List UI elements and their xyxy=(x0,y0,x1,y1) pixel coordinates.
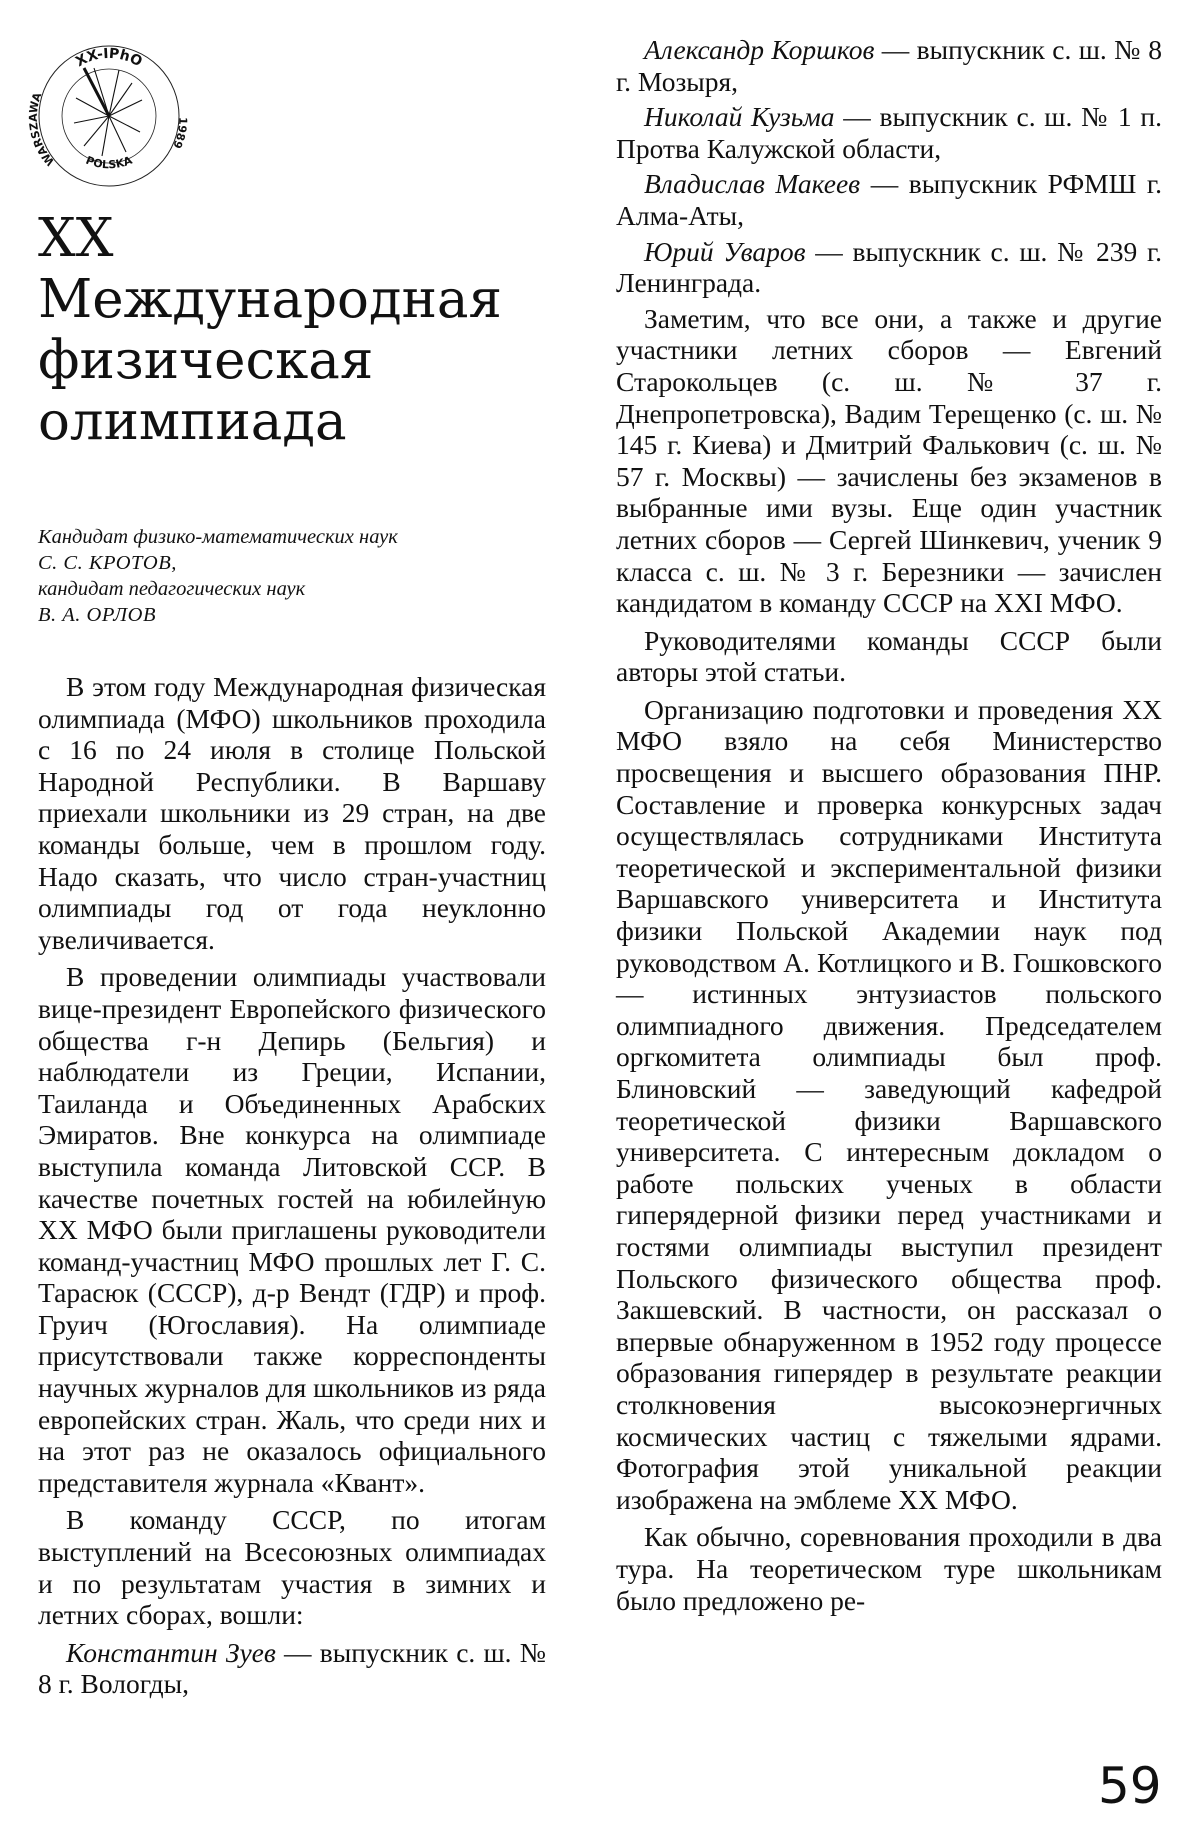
paragraph: В этом году Международная физическая олимпиада (МФО) школьников проходила с 16 по 24 июля в столице Польской Народной Республики. В Варшаву приехали школьники из 29 стран, на две команды больше, чем в прошлом году. Надо сказать, что число стран-участниц олимпиады год от года неуклонно увеличивается. xyxy=(38,671,546,955)
paragraph: В проведении олимпиады участвовали вице-президент Европейского физического общества г-н Депирь (Бельгия) и наблюдатели из Греции, Испании, Таиланда и Объединенных Арабских Эмиратов. Вне конкурса на олимпиаде выступила команда Литовской ССР. В качестве почетных гостей на юбилейную XX МФО были приглашены руководители команд-участниц МФО прошлых лет Г. С. Тарасюк (СССР), д-р Вендт (ГДР) и проф. Груич (Югославия). На олимпиаде присутствовали также корреспонденты научных журналов для школьников из ряда европейских стран. Жаль, что среди них и на этот раз не оказалось официального представителя журнала «Квант». xyxy=(38,961,547,1498)
paragraph: Организацию подготовки и проведения XX МФО взяло на себя Министерство просвещения и высшего образования ПНР. Составление и проверка конкурсных задач осуществлялась сотрудниками Института теоретической и экспериментальной физики Варшавского университета и Института физики Польской Академии наук под руководством А. Котлицкого и В. Гошковского — истинных энтузиастов польского олимпиадного движения. Председателем оргкомитета олимпиады был проф. Блиновский — заведующий кафедрой теоретической физики Варшавского университета. С интересным докладом о работе польских ученых в области гиперядерной физики перед участниками и гостями олимпиады выступил президент Польского физического общества проф. Закшевский. В частности, он рассказал о впервые обнаруженном в 1952 году процессе образования гиперядер в результате реакции столкновения высокоэнергичных космических частиц с тяжелыми ядрами. Фотография этой уникальной реакции изображена на эмблеме XX МФО. xyxy=(616,693,1162,1515)
emblem-ring-left: WARSZAWA xyxy=(26,91,58,169)
member-name: Николай Кузьма xyxy=(644,101,835,133)
team-member-entry xyxy=(616,34,1162,97)
author1-title: Кандидат физико-математических наук xyxy=(38,526,398,548)
member-detail: — выпускник с. ш. № 8 г. Мозыря, xyxy=(616,34,1162,97)
article-title xyxy=(38,208,558,452)
member-detail: — выпускник с. ш. № 1 п. Протва Калужской области, xyxy=(616,101,1162,164)
paragraph: В команду СССР, по итогам выступлений на Всесоюзных олимпиадах и по результатам участия в зимних и летних сборах, вошли: xyxy=(38,1504,546,1631)
emblem-ring-right: 1989 xyxy=(170,116,190,151)
svg-text:XX-IPhO xyxy=(73,46,144,70)
emblem-ring-bottom: POLSKA xyxy=(83,153,135,172)
member-name: Юрий Уваров xyxy=(644,235,806,267)
member-detail: — выпускник с. ш. № 8 г. Вологды, xyxy=(38,1636,546,1700)
title-line: Международная xyxy=(38,269,502,330)
author2-title: кандидат педагогических наук xyxy=(38,578,306,600)
team-member-entry xyxy=(616,168,1162,231)
author2-name: В. А. ОРЛОВ xyxy=(38,604,156,626)
page-number: 59 xyxy=(1098,1757,1162,1815)
ipho-emblem-icon xyxy=(24,28,194,198)
emblem-ring-top: XX-IPhO xyxy=(73,45,145,71)
svg-text:1989 xyxy=(170,117,189,151)
member-name: Константин Зуев xyxy=(66,1636,276,1668)
title-line: физическая xyxy=(38,330,374,391)
member-detail: — выпускник РФМШ г. Алма-Аты, xyxy=(616,168,1162,231)
svg-text:WARSZAWA xyxy=(27,91,57,169)
svg-text:POLSKA xyxy=(84,154,135,172)
left-column-body xyxy=(38,671,546,1704)
byline xyxy=(38,524,558,628)
title-line: XX xyxy=(38,208,114,269)
title-line: олимпиада xyxy=(38,391,347,452)
member-name: Александр Коршков xyxy=(644,34,875,65)
team-member-entry xyxy=(616,101,1162,164)
member-detail: — выпускник с. ш. № 239 г. Ленинграда. xyxy=(616,235,1162,299)
paragraph: Заметим, что все они, а также и другие участники летних сборов — Евгений Старокольцев (с. ш. № 37 г. Днепропетровска), Вадим Терещенко (с. ш. № 145 г. Киева) и Дмитрий Фалькович (с. ш. № 57 г. Москвы) — зачислены без экзаменов в выбранные ими вузы. Еще один участник летних сборов — Сергей Шинкевич, ученик 9 класса с. ш. № 3 г. Березники — зачислен кандидатом в команду СССР на XXI МФО. xyxy=(616,302,1162,619)
member-name: Владислав Макеев xyxy=(644,168,861,200)
team-member-entry xyxy=(616,236,1162,299)
right-column-body xyxy=(616,34,1162,1622)
paragraph: Руководителями команды СССР были авторы этой статьи. xyxy=(616,624,1162,688)
author1-name: С. С. КРОТОВ, xyxy=(38,552,177,574)
paragraph: Как обычно, соревнования проходили в два тура. На теоретическом туре школьникам было предложено ре- xyxy=(616,1521,1162,1616)
team-member-entry xyxy=(38,1637,546,1700)
